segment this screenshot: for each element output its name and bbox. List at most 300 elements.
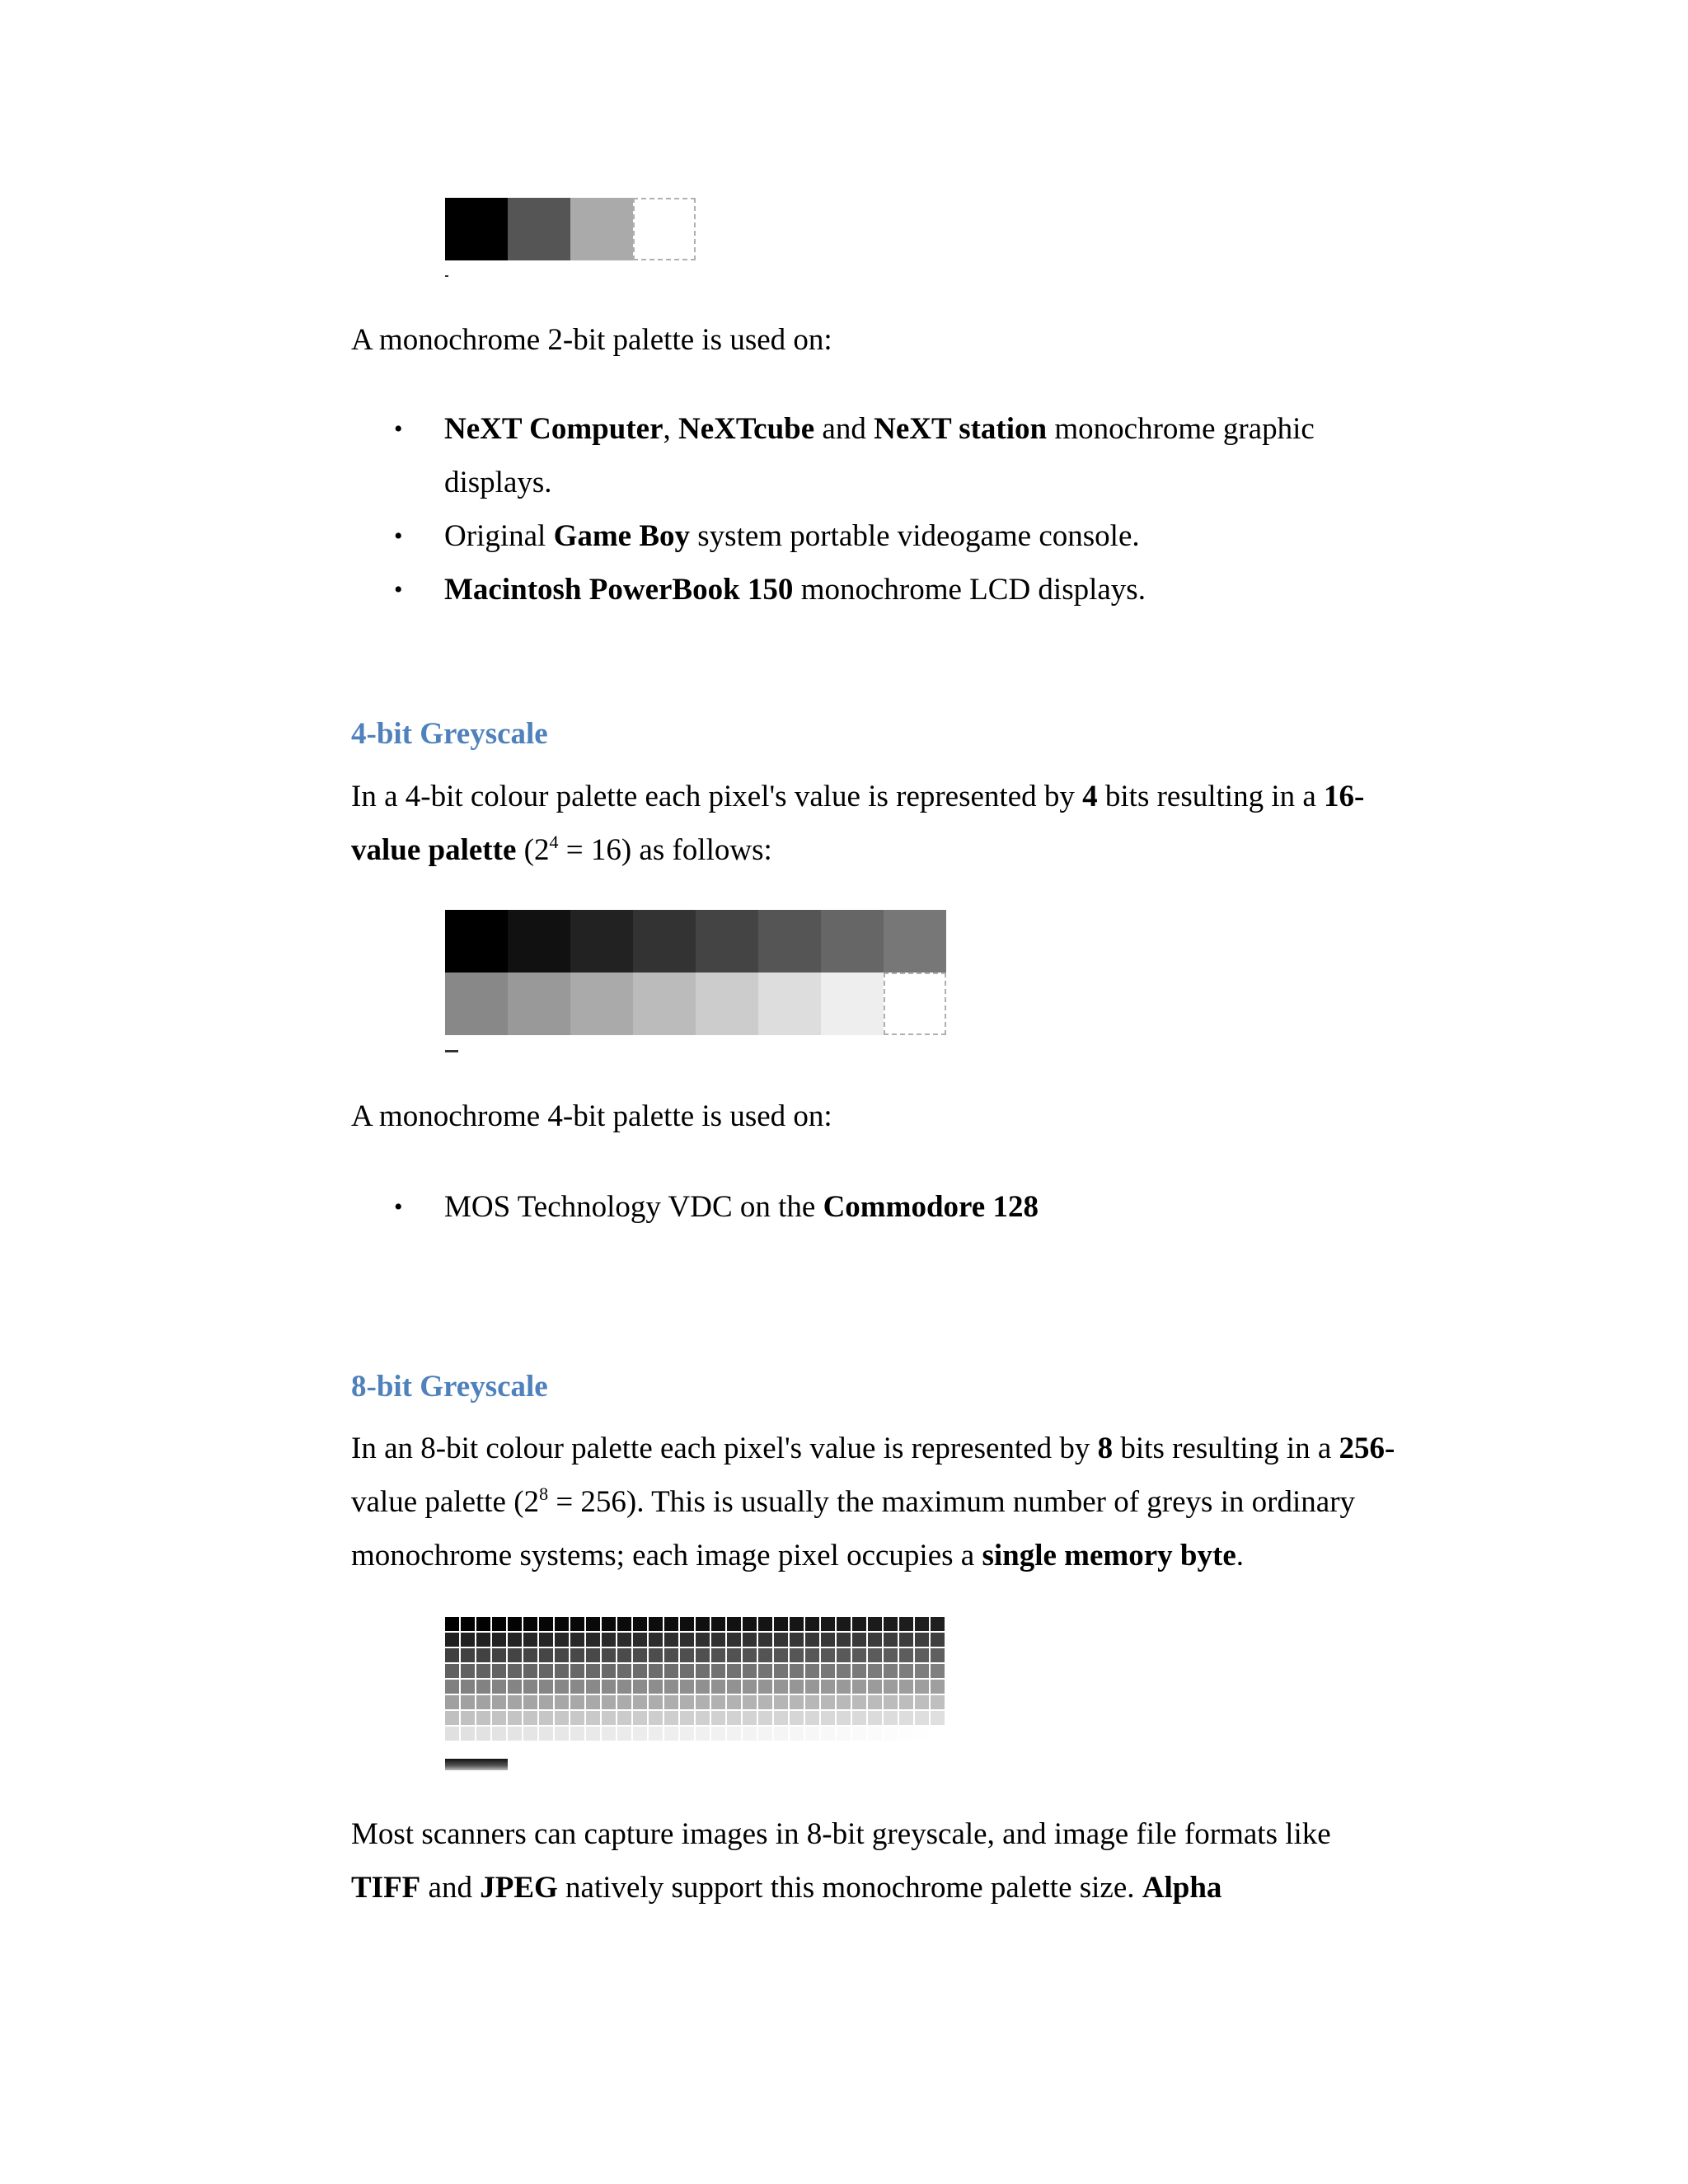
list-item	[351, 1180, 1439, 1234]
bullet-icon: •	[394, 523, 403, 550]
palette-8bit-swatch	[884, 1664, 898, 1678]
palette-8bit-swatch	[602, 1711, 616, 1725]
palette-8bit-swatch	[837, 1664, 851, 1678]
palette-8bit-swatch	[476, 1727, 490, 1741]
palette-4bit-swatch	[445, 972, 508, 1035]
text-run: (2	[516, 833, 550, 867]
palette-8bit-swatch	[476, 1664, 490, 1678]
palette-8bit-swatch	[649, 1711, 663, 1725]
palette-8bit-swatch	[476, 1680, 490, 1694]
list-item	[351, 563, 1439, 616]
palette-2bit-swatch	[508, 198, 570, 260]
palette-8bit-swatch	[570, 1648, 584, 1662]
text-run: = 256). This is usually the maximum number of greys in ordinary	[548, 1485, 1356, 1519]
palette-8bit-swatch	[602, 1648, 616, 1662]
palette-8bit-swatch	[523, 1633, 537, 1647]
palette-8bit-swatch	[931, 1648, 945, 1662]
palette-4bit	[445, 910, 946, 1035]
palette-8bit-swatch	[633, 1664, 647, 1678]
palette-8bit-swatch	[805, 1648, 819, 1662]
palette-8bit-swatch	[602, 1680, 616, 1694]
palette-8bit-swatch	[476, 1695, 490, 1709]
palette-8bit-swatch	[852, 1680, 866, 1694]
palette-8bit-swatch	[539, 1695, 553, 1709]
palette-4bit-swatch	[884, 972, 946, 1035]
palette-2bit	[445, 198, 696, 260]
palette-8bit-swatch	[586, 1695, 600, 1709]
text-run: natively support this monochrome palette size.	[557, 1871, 1142, 1905]
palette-8bit-swatch	[727, 1727, 741, 1741]
palette-8bit-swatch	[445, 1711, 459, 1725]
palette-8bit-swatch	[539, 1617, 553, 1631]
palette-8bit-swatch	[805, 1711, 819, 1725]
palette-8bit-swatch	[774, 1664, 788, 1678]
palette-8bit-swatch	[790, 1695, 804, 1709]
palette-8bit-swatch	[633, 1648, 647, 1662]
palette-8bit-swatch	[555, 1633, 569, 1647]
palette-8bit-swatch	[758, 1695, 772, 1709]
palette-8bit-swatch	[837, 1633, 851, 1647]
palette-8bit-swatch	[696, 1727, 710, 1741]
palette-8bit-swatch	[617, 1680, 631, 1694]
palette-8bit-swatch	[523, 1680, 537, 1694]
palette-8bit-swatch	[711, 1711, 725, 1725]
palette-4bit-swatch	[570, 910, 633, 972]
palette-8bit-swatch	[821, 1680, 835, 1694]
list-item-bold: NeXTcube	[678, 412, 815, 446]
palette-8bit-swatch	[758, 1617, 772, 1631]
palette-8bit-swatch	[445, 1633, 459, 1647]
palette-8bit-swatch	[539, 1648, 553, 1662]
palette-8bit-swatch	[899, 1711, 913, 1725]
palette-8bit-swatch	[868, 1617, 882, 1631]
palette-8bit-swatch	[696, 1617, 710, 1631]
palette-8bit-swatch	[915, 1633, 929, 1647]
palette-8bit-swatch	[696, 1711, 710, 1725]
palette-8bit-swatch	[539, 1727, 553, 1741]
text-run: In an 8-bit colour palette each pixel's value is represented by	[351, 1432, 1098, 1465]
list-item-bold: Commodore 128	[823, 1190, 1039, 1224]
bold-run: Alpha	[1142, 1871, 1222, 1905]
palette-8bit-swatch	[852, 1664, 866, 1678]
palette-8bit-swatch	[508, 1664, 522, 1678]
palette-8bit-swatch	[711, 1727, 725, 1741]
palette-8bit-swatch	[743, 1695, 757, 1709]
palette-4bit-swatch	[570, 972, 633, 1035]
palette-8bit-swatch	[492, 1648, 506, 1662]
paragraph-4bit-usage: A monochrome 4-bit palette is used on:	[351, 1099, 832, 1133]
palette-8bit-swatch	[508, 1648, 522, 1662]
palette-8bit-swatch	[821, 1617, 835, 1631]
palette-8bit-swatch	[555, 1727, 569, 1741]
palette-8bit-swatch	[915, 1680, 929, 1694]
palette-8bit-swatch	[664, 1695, 678, 1709]
palette-8bit-swatch	[586, 1711, 600, 1725]
text-run: and	[420, 1871, 481, 1905]
text-run: value palette (2	[351, 1485, 540, 1519]
palette-8bit-swatch	[570, 1617, 584, 1631]
bullet-list-2bit	[351, 402, 1439, 616]
palette-8bit-swatch	[602, 1633, 616, 1647]
palette-8bit-swatch	[884, 1648, 898, 1662]
palette-4bit-swatch	[508, 910, 570, 972]
palette-8bit-swatch	[774, 1727, 788, 1741]
paragraph-scanners	[351, 1807, 1423, 1915]
palette-8bit-swatch	[805, 1617, 819, 1631]
palette-8bit-swatch	[790, 1617, 804, 1631]
palette-8bit-swatch	[774, 1711, 788, 1725]
palette-8bit-swatch	[727, 1711, 741, 1725]
palette-8bit-swatch	[492, 1664, 506, 1678]
palette-8bit-swatch	[649, 1648, 663, 1662]
palette-8bit-swatch	[649, 1695, 663, 1709]
palette-8bit-swatch	[586, 1633, 600, 1647]
palette-8bit-swatch	[461, 1680, 475, 1694]
palette-8bit-swatch	[837, 1648, 851, 1662]
palette-8bit-swatch	[445, 1664, 459, 1678]
list-item-bold: Game Boy	[553, 519, 691, 553]
palette-8bit-swatch	[743, 1633, 757, 1647]
palette-2bit-swatch	[633, 198, 696, 260]
palette-8bit-swatch	[727, 1648, 741, 1662]
palette-8bit-swatch	[649, 1727, 663, 1741]
bullet-icon: •	[394, 1193, 403, 1221]
list-item	[351, 509, 1439, 563]
palette-4bit-swatch	[884, 910, 946, 972]
palette-8bit-swatch	[884, 1695, 898, 1709]
palette-8bit-swatch	[539, 1633, 553, 1647]
palette-8bit-swatch	[445, 1617, 459, 1631]
palette-8bit-swatch	[602, 1727, 616, 1741]
palette-8bit-swatch	[915, 1727, 929, 1741]
palette-8bit-swatch	[586, 1727, 600, 1741]
palette-8bit-swatch	[570, 1664, 584, 1678]
palette-8bit-swatch	[664, 1727, 678, 1741]
palette-8bit-swatch	[899, 1664, 913, 1678]
bullet-icon: •	[394, 415, 403, 443]
palette-8bit-swatch	[931, 1711, 945, 1725]
palette-8bit-swatch	[523, 1664, 537, 1678]
palette-8bit-swatch	[696, 1648, 710, 1662]
palette-8bit-swatch	[884, 1680, 898, 1694]
palette-8bit-swatch	[617, 1617, 631, 1631]
palette-8bit-swatch	[664, 1633, 678, 1647]
palette-8bit-swatch	[633, 1711, 647, 1725]
palette-4bit-swatch	[633, 972, 696, 1035]
palette-8bit-swatch	[649, 1680, 663, 1694]
palette-8bit-swatch	[586, 1664, 600, 1678]
paragraph-4bit	[351, 770, 1423, 877]
text-run: In a 4-bit colour palette each pixel's value is represented by	[351, 780, 1083, 813]
palette-8bit-swatch	[790, 1633, 804, 1647]
palette-8bit-swatch	[837, 1727, 851, 1741]
palette-8bit-swatch	[711, 1633, 725, 1647]
palette-8bit-swatch	[445, 1695, 459, 1709]
palette-8bit-swatch	[523, 1617, 537, 1631]
palette-8bit-swatch	[555, 1617, 569, 1631]
palette-8bit-swatch	[445, 1680, 459, 1694]
palette-8bit-swatch	[664, 1648, 678, 1662]
palette-8bit-swatch	[492, 1695, 506, 1709]
palette-8bit-swatch	[852, 1648, 866, 1662]
palette-8bit-swatch	[931, 1617, 945, 1631]
palette-8bit-swatch	[821, 1695, 835, 1709]
palette-8bit-swatch	[570, 1727, 584, 1741]
palette-8bit-swatch	[649, 1633, 663, 1647]
palette-8bit-swatch	[508, 1617, 522, 1631]
palette-8bit-swatch	[586, 1648, 600, 1662]
palette-8bit-swatch	[508, 1727, 522, 1741]
palette-8bit-swatch	[555, 1664, 569, 1678]
paragraph-8bit	[351, 1422, 1423, 1582]
palette-4bit-swatch	[696, 910, 758, 972]
list-item	[351, 402, 1439, 509]
palette-4bit-swatch	[758, 910, 821, 972]
palette-8bit-swatch	[680, 1711, 694, 1725]
palette-8bit-swatch	[931, 1695, 945, 1709]
text-run: .	[1236, 1539, 1244, 1572]
bold-run: single memory byte	[982, 1539, 1236, 1572]
palette-8bit-swatch	[461, 1648, 475, 1662]
palette-8bit-swatch	[758, 1633, 772, 1647]
palette-8bit-swatch	[805, 1727, 819, 1741]
bold-run: JPEG	[480, 1871, 558, 1905]
palette-8bit-swatch	[868, 1727, 882, 1741]
palette-8bit-swatch	[617, 1711, 631, 1725]
palette-8bit-swatch	[492, 1727, 506, 1741]
palette-8bit-swatch	[711, 1617, 725, 1631]
palette-8bit-swatch	[837, 1695, 851, 1709]
palette-4bit-swatch	[508, 972, 570, 1035]
palette-8bit-swatch	[790, 1664, 804, 1678]
palette-8bit-swatch	[586, 1617, 600, 1631]
palette-8bit-swatch	[445, 1727, 459, 1741]
palette-8bit-swatch	[680, 1727, 694, 1741]
bullet-icon: •	[394, 576, 403, 603]
palette-8bit-swatch	[852, 1617, 866, 1631]
palette-8bit-swatch	[445, 1648, 459, 1662]
bold-run: 256-	[1339, 1432, 1395, 1465]
palette-8bit-swatch	[680, 1680, 694, 1694]
list-item-text: and	[814, 412, 874, 446]
palette-8bit-swatch	[555, 1648, 569, 1662]
palette-8bit-swatch	[884, 1727, 898, 1741]
heading-4bit-greyscale: 4-bit Greyscale	[351, 717, 548, 751]
palette-8bit-swatch	[837, 1617, 851, 1631]
palette-8bit-swatch	[476, 1711, 490, 1725]
palette-8bit-swatch	[617, 1633, 631, 1647]
palette-8bit-swatch	[774, 1695, 788, 1709]
palette-8bit-swatch	[602, 1617, 616, 1631]
palette-8bit-swatch	[821, 1711, 835, 1725]
palette-8bit-swatch	[743, 1727, 757, 1741]
palette-8bit-swatch	[570, 1633, 584, 1647]
text-run: bits resulting in a	[1113, 1432, 1339, 1465]
palette-8bit-swatch	[931, 1633, 945, 1647]
palette-8bit-swatch	[852, 1695, 866, 1709]
palette-8bit-swatch	[805, 1633, 819, 1647]
palette-8bit-swatch	[508, 1680, 522, 1694]
palette-8bit-swatch	[508, 1695, 522, 1709]
palette-8bit-swatch	[884, 1711, 898, 1725]
palette-8bit-swatch	[868, 1648, 882, 1662]
palette-8bit-swatch	[805, 1695, 819, 1709]
palette-8bit-swatch	[915, 1648, 929, 1662]
palette-8bit-swatch	[915, 1664, 929, 1678]
palette-8bit-swatch	[570, 1711, 584, 1725]
palette-8bit-swatch	[868, 1633, 882, 1647]
palette-8bit-swatch	[711, 1680, 725, 1694]
palette-8bit-swatch	[617, 1648, 631, 1662]
palette-4bit-marker	[445, 1050, 458, 1052]
palette-8bit-swatch	[821, 1633, 835, 1647]
list-item-bold: NeXT station	[874, 412, 1048, 446]
palette-8bit-swatch	[680, 1664, 694, 1678]
palette-8bit-swatch	[727, 1680, 741, 1694]
palette-8bit-swatch	[868, 1695, 882, 1709]
palette-4bit-swatch	[758, 972, 821, 1035]
palette-8bit-swatch	[884, 1633, 898, 1647]
palette-8bit-swatch	[931, 1727, 945, 1741]
palette-8bit-swatch	[696, 1633, 710, 1647]
palette-8bit-swatch	[680, 1617, 694, 1631]
palette-8bit-swatch	[899, 1648, 913, 1662]
palette-8bit-swatch	[492, 1680, 506, 1694]
palette-8bit-swatch	[758, 1648, 772, 1662]
palette-8bit-swatch	[805, 1664, 819, 1678]
palette-8bit-swatch	[790, 1727, 804, 1741]
palette-8bit-swatch	[727, 1695, 741, 1709]
palette-8bit-swatch	[633, 1617, 647, 1631]
palette-8bit-swatch	[617, 1727, 631, 1741]
palette-8bit-swatch	[821, 1648, 835, 1662]
bold-run: 8	[1097, 1432, 1114, 1465]
bold-run: 4	[1082, 780, 1098, 813]
palette-8bit-swatch	[617, 1664, 631, 1678]
palette-8bit-swatch	[539, 1664, 553, 1678]
palette-8bit-swatch	[899, 1727, 913, 1741]
text-run: Most scanners can capture images in 8-bit greyscale, and image file formats like	[351, 1817, 1331, 1851]
palette-4bit-swatch	[696, 972, 758, 1035]
palette-8bit-swatch	[570, 1680, 584, 1694]
palette-8bit-swatch	[805, 1680, 819, 1694]
list-item-text: ,	[663, 412, 678, 446]
palette-8bit-swatch	[711, 1648, 725, 1662]
palette-8bit-swatch	[649, 1664, 663, 1678]
list-item-bold: Macintosh PowerBook 150	[444, 573, 794, 607]
palette-8bit-swatch	[931, 1664, 945, 1678]
palette-8bit-swatch	[664, 1617, 678, 1631]
palette-8bit-swatch	[461, 1727, 475, 1741]
palette-8bit-swatch	[743, 1680, 757, 1694]
palette-8bit-swatch	[539, 1711, 553, 1725]
palette-8bit-swatch	[555, 1695, 569, 1709]
palette-8bit-swatch	[476, 1648, 490, 1662]
palette-8bit-swatch	[774, 1617, 788, 1631]
text-run: = 16) as follows:	[558, 833, 772, 867]
palette-8bit-swatch	[727, 1633, 741, 1647]
palette-8bit-swatch	[743, 1664, 757, 1678]
palette-8bit-swatch	[931, 1680, 945, 1694]
palette-8bit-swatch	[774, 1633, 788, 1647]
palette-8bit-swatch	[852, 1711, 866, 1725]
palette-8bit-swatch	[461, 1695, 475, 1709]
palette-8bit-swatch	[617, 1695, 631, 1709]
palette-8bit-swatch	[461, 1617, 475, 1631]
palette-8bit-swatch	[602, 1695, 616, 1709]
palette-8bit-swatch	[790, 1680, 804, 1694]
palette-8bit-swatch	[899, 1633, 913, 1647]
palette-8bit-swatch	[664, 1711, 678, 1725]
palette-8bit-swatch	[492, 1711, 506, 1725]
palette-4bit-swatch	[821, 910, 884, 972]
bold-run: TIFF	[351, 1871, 421, 1905]
palette-8bit-swatch	[523, 1711, 537, 1725]
palette-8bit-swatch	[743, 1648, 757, 1662]
palette-8bit-swatch	[476, 1633, 490, 1647]
palette-8bit-swatch	[852, 1633, 866, 1647]
bullet-list-4bit	[351, 1180, 1439, 1234]
palette-8bit-swatch	[461, 1664, 475, 1678]
palette-8bit-swatch	[461, 1711, 475, 1725]
palette-8bit-swatch	[633, 1727, 647, 1741]
palette-4bit-swatch	[633, 910, 696, 972]
palette-8bit-swatch	[680, 1633, 694, 1647]
palette-8bit-swatch	[915, 1617, 929, 1631]
palette-2bit-swatch	[570, 198, 633, 260]
palette-8bit-swatch	[743, 1711, 757, 1725]
list-item-text: system portable videogame console.	[690, 519, 1140, 553]
palette-8bit-swatch	[868, 1711, 882, 1725]
text-run: bits resulting in a	[1097, 780, 1325, 813]
palette-8bit-swatch	[523, 1695, 537, 1709]
palette-8bit-swatch	[884, 1617, 898, 1631]
heading-8bit-greyscale: 8-bit Greyscale	[351, 1370, 548, 1404]
palette-8bit-swatch	[899, 1695, 913, 1709]
superscript: 4	[549, 832, 559, 852]
palette-8bit-swatch	[758, 1680, 772, 1694]
palette-4bit-swatch	[445, 910, 508, 972]
list-item-text: monochrome LCD displays.	[793, 573, 1146, 607]
palette-2bit-swatch	[445, 198, 508, 260]
list-item-text: Original	[444, 519, 554, 553]
bold-run: value palette	[351, 833, 517, 867]
palette-8bit-swatch	[837, 1680, 851, 1694]
palette-8bit-swatch	[555, 1680, 569, 1694]
palette-8bit-swatch	[790, 1711, 804, 1725]
palette-8bit-swatch	[711, 1664, 725, 1678]
palette-8bit-swatch	[508, 1633, 522, 1647]
palette-8bit-swatch	[868, 1664, 882, 1678]
palette-8bit-swatch	[602, 1664, 616, 1678]
palette-8bit-swatch	[711, 1695, 725, 1709]
palette-8bit-swatch	[899, 1617, 913, 1631]
palette-8bit-swatch	[633, 1695, 647, 1709]
list-item-text: monochrome graphic	[1047, 412, 1315, 446]
paragraph-2bit-usage: A monochrome 2-bit palette is used on:	[351, 323, 832, 357]
palette-8bit-swatch	[727, 1664, 741, 1678]
palette-8bit-swatch	[492, 1617, 506, 1631]
palette-8bit-swatch	[539, 1680, 553, 1694]
palette-8bit-swatch	[492, 1633, 506, 1647]
palette-8bit-swatch	[868, 1680, 882, 1694]
list-item-text: MOS Technology VDC on the	[444, 1190, 823, 1224]
palette-8bit-swatch	[852, 1727, 866, 1741]
palette-8bit-swatch	[680, 1695, 694, 1709]
palette-2bit-marker	[445, 275, 448, 277]
palette-8bit-swatch	[696, 1664, 710, 1678]
palette-8bit-swatch	[790, 1648, 804, 1662]
